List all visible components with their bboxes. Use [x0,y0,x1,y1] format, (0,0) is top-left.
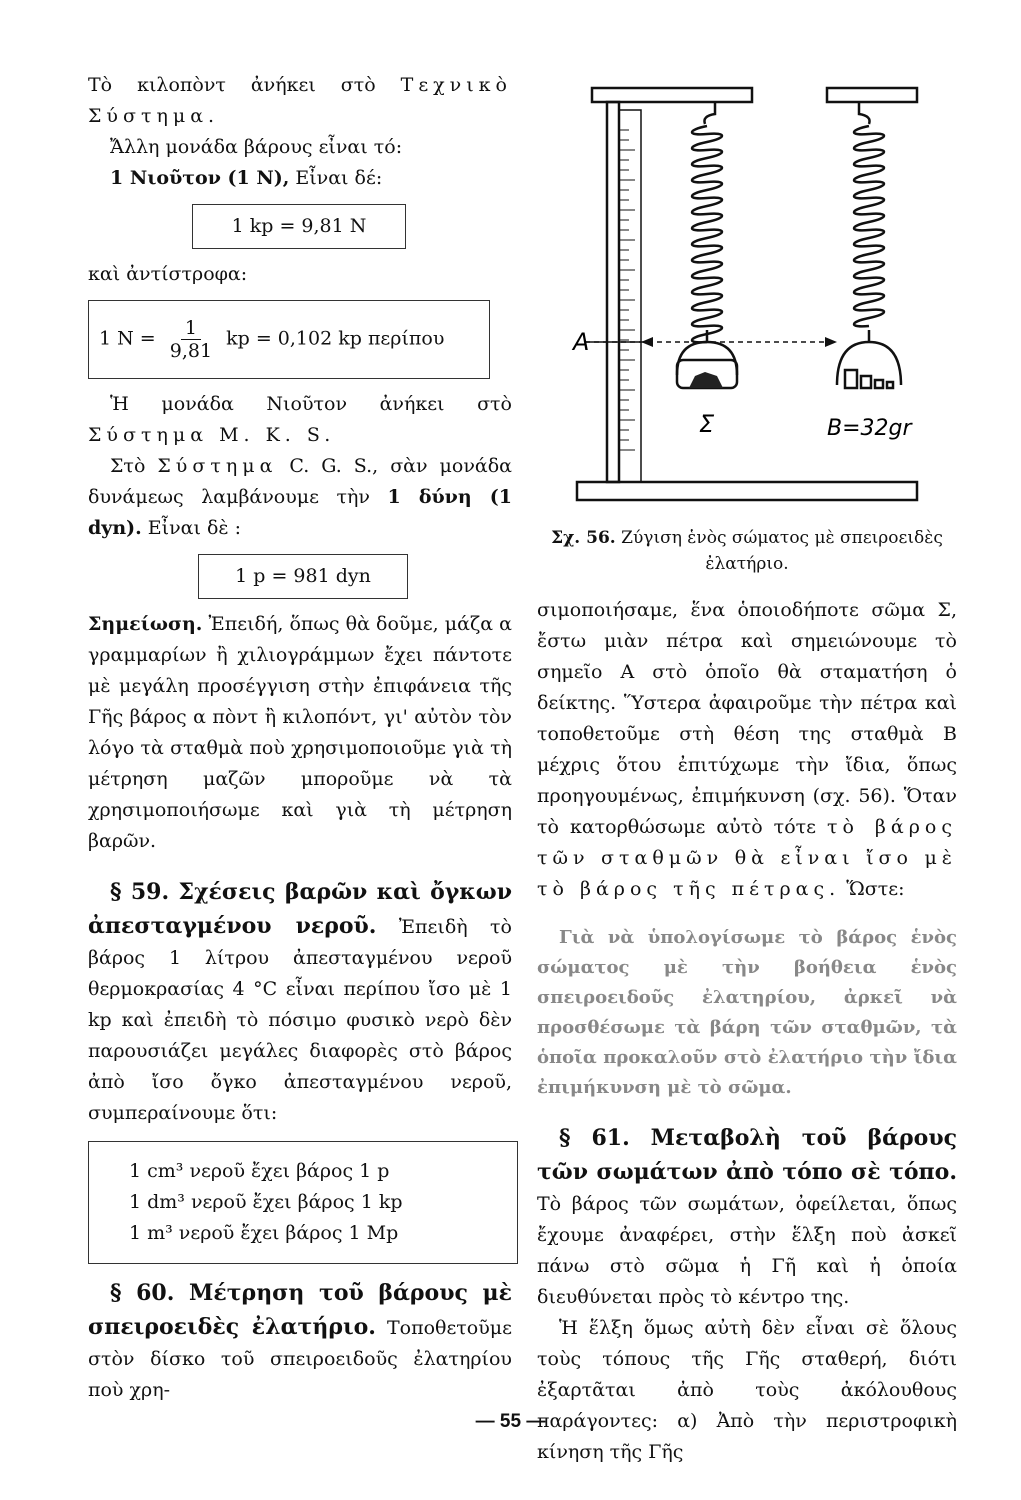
formula-box-newton-kp: 1 N = $\frac{1}{9,81}$ kp = 0,102 kp περίπου [88,300,490,379]
paragraph-note: Σημείωση. Ἐπειδή, ὅπως θὰ δοῦμε, μάζα α γραμμαρίων ἢ χιλιογράμμων ἔχει πάντοτε μὲ μεγάλη προσέγγιση στὴν ἐπιφάνεια τῆς Γῆς βάρος α πὸντ ἢ κιλοπόντ, γι' αὐτὸν τὸν λόγο τὰ σταθμὰ ποὺ χρησιμοποιοῦμε γιὰ τὴ μέτρηση μαζῶν μποροῦμε νὰ τὰ χρησιμοποιήσωμε καὶ γιὰ τὴ μέτρηση βαρῶν. [88,613,512,852]
section-61: § 61. Μεταβολὴ τοῦ βάρους τῶν σωμάτων ἀπὸ τόπο σὲ τόπο. Τὸ βάρος τῶν σωμάτων, ὀφείλεται, ὅπως ἔχουμε ἀναφέρει, στὴν ἕλξη ποὺ ἀσκεῖ πάνω στὸ σῶμα ἡ Γῆ καὶ ἡ ὁποία διευθύνεται πρὸς τὸ κέντρο της. [537,1125,957,1308]
figure-label-a: A [573,328,590,356]
section-59: § 59. Σχέσεις βαρῶν καὶ ὄγκων ἀπεσταγμένου νεροῦ. Ἐπειδὴ τὸ βάρος 1 λίτρου ἀπεσταγμένου νεροῦ θερμοκρασίας 4 °C εἶναι περίπου ἴσο μὲ 1 kp καὶ ἐπειδὴ τὸ πόσιμο φυσικὸ νερὸ δὲν παρουσιάζει μεγάλες διαφορὲς στὸ βάρος ἀπὸ ἴσο ὄγκο ἀπεσταγμένου νεροῦ, συμπεραίνουμε ὅτι: [88,879,513,1124]
paragraph-mks: Ἡ μονάδα Νιοῦτον ἀνήκει στὸ Σύστημα M. K. S. [88,393,512,446]
paragraph-attraction: Ἡ ἕλξη ὅμως αὐτὴ δὲν εἶναι σὲ ὅλους τοὺς τόπους τῆς Γῆς σταθερή, διότι ἐξαρτᾶται ἀπὸ τοὺς ἀκόλουθους παράγοντες: α) Ἀπὸ τὴν περιστροφικὴ κίνηση τῆς Γῆς [537,1317,957,1463]
right-column [537,70,957,1468]
page-number: — 55 — [475,1411,546,1432]
paragraph-weighing: σιμοποιήσαμε, ἕνα ὁποιοδήποτε σῶμα Σ, ἔστω μιὰν πέτρα καὶ σημειώνουμε τὸ σημεῖο Α στὸ ὁποῖο θὰ σταματήση ὁ δείκτης. Ὕστερα ἀφαιροῦμε τὴν πέτρα καὶ τοποθετοῦμε στὴ θέση της σταθμὰ Β μέχρις ὅτου ἐπιτύχωμε τὴν ἴδια, ὅπως προηγουμένως, ἐπιμήκυνση (σχ. 56). Ὅταν τὸ κατορθώσωμε αὐτὸ τότε τὸ βάρος τῶν σταθμῶν θὰ εἶναι ἴσο μὲ τὸ βάρος τῆς πέτρας. Ὥστε: [537,599,957,900]
figure-label-b: B=32gr [827,416,912,441]
figure-caption: Σχ. 56. Ζύγιση ἑνὸς σώματος μὲ σπειροειδὲς ἐλατήριο. [551,528,943,574]
section-59-title: § 59. Σχέσεις βαρῶν καὶ ὄγκων ἀπεσταγμένου νεροῦ. [88,879,512,939]
paragraph-intro: Τὸ κιλοπὸντ ἀνήκει στὸ Τεχνικὸ Σύστημα. [88,74,512,127]
section-61-title: § 61. Μεταβολὴ τοῦ βάρους τῶν σωμάτων ἀπὸ τόπο σὲ τόπο. [537,1125,957,1185]
spring-scale-figure [537,70,957,515]
formula-box-pond-dyn: 1 p = 981 dyn [198,554,408,599]
section-60-title: § 60. Μέτρηση τοῦ βάρους μὲ σπειροειδὲς ἐλατήριο. [88,1280,512,1340]
left-column [88,70,512,1406]
formula-box-kp-newton: 1 kp = 9,81 N [192,204,406,249]
figure-label-sigma: Σ [699,410,715,438]
formula-box-water: 1 cm³ νεροῦ ἔχει βάρος 1 p 1 dm³ νεροῦ ἔχει βάρος 1 kp 1 m³ νεροῦ ἔχει βάρος 1 Mp [88,1141,518,1264]
highlighted-rule: Γιὰ νὰ ὑπολογίσωμε τὸ βάρος ἑνὸς σώματος μὲ τὴν βοήθεια ἑνὸς σπειροειδοῦς ἐλατηρίου, ἀρκεῖ νὰ προσθέσωμε τὰ βάρη τῶν σταθμῶν, τὰ ὁποῖα προκαλοῦν στὸ ἐλατήριο τὴν ἴδια ἐπιμήκυνση μὲ τὸ σῶμα. [537,927,957,1098]
section-60: § 60. Μέτρηση τοῦ βάρους μὲ σπειροειδὲς ἐλατήριο. Τοποθετοῦμε στὸν δίσκο τοῦ σπειροειδοῦς ἐλατηρίου ποὺ χρη- [88,1280,512,1401]
paragraph-newton: Ἄλλη μονάδα βάρους εἶναι τό: [110,136,403,158]
paragraph-inverse: καὶ ἀντίστροφα: [88,263,248,285]
paragraph-newton-def: 1 Νιοῦτον (1 N), Εἶναι δέ: [110,167,383,189]
paragraph-cgs: Στὸ Σύστημα C. G. S., σὰν μονάδα δυνάμεως λαμβάνουμε τὴν 1 δύνη (1 dyn). Εἶναι δὲ : [88,455,512,539]
